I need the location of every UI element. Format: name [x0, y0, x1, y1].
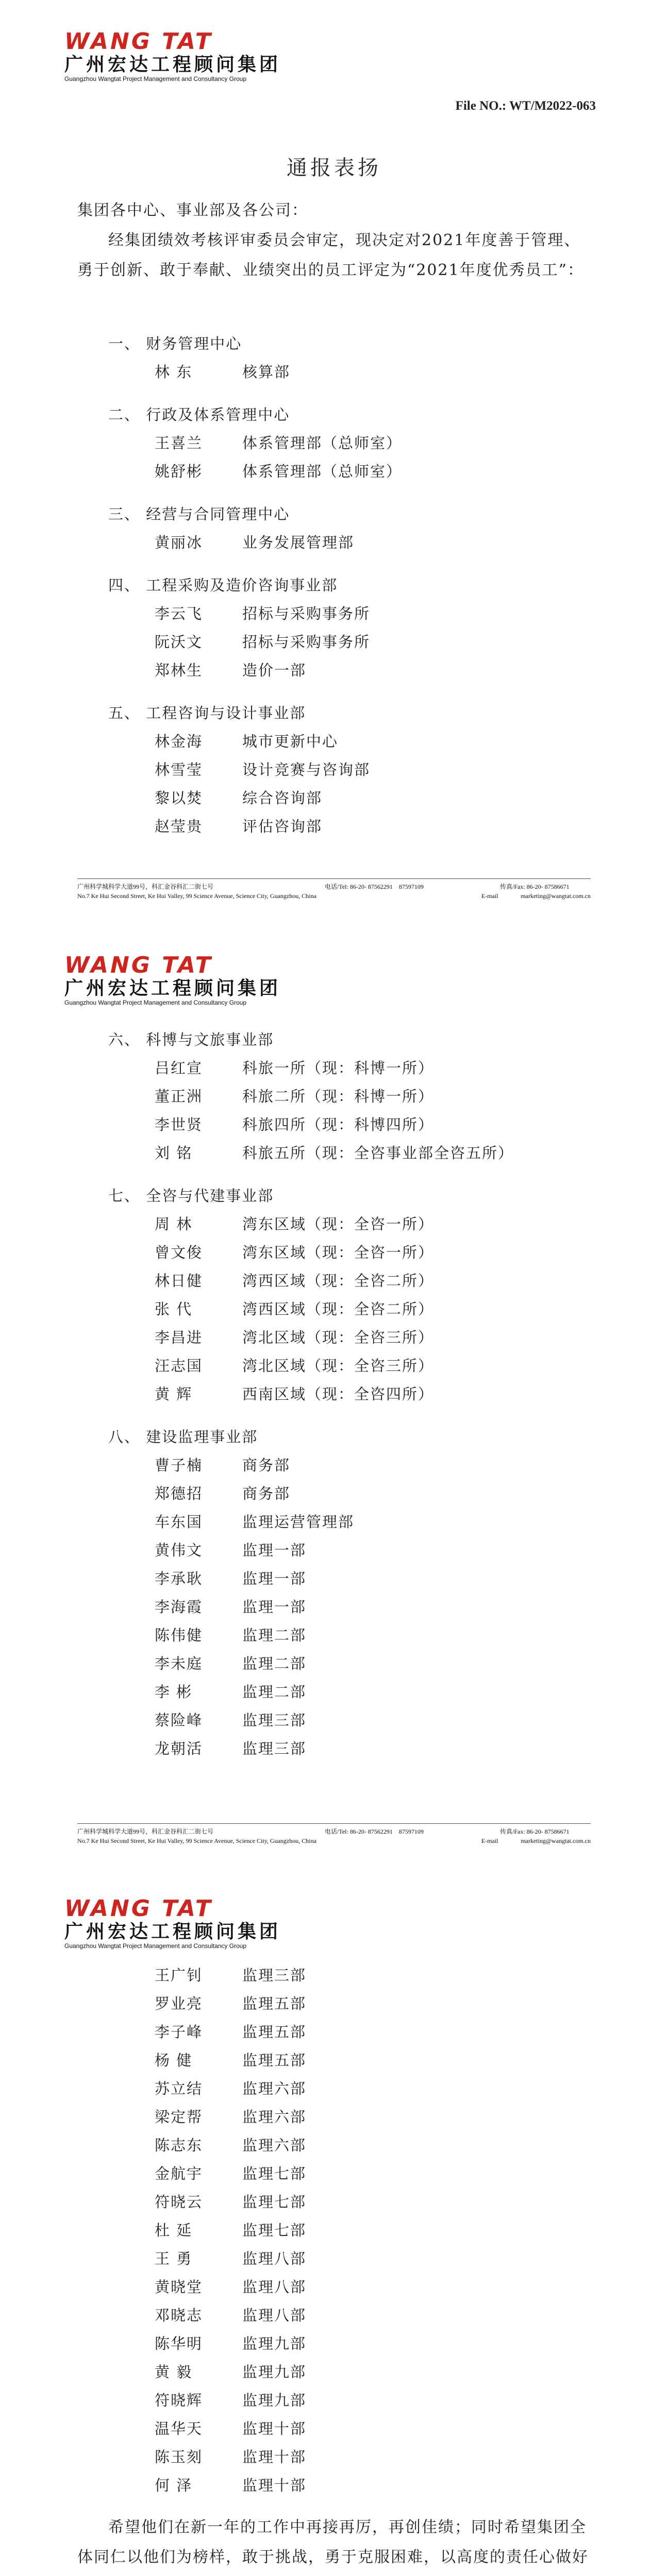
- employee-dept: 监理九部: [242, 2335, 307, 2352]
- employee-dept: 城市更新中心: [242, 733, 339, 750]
- section-heading: 六、 科博与文旅事业部: [108, 1031, 274, 1048]
- logo-chinese: 广州宏达工程顾问集团: [64, 977, 281, 999]
- employee-name: 林日健: [155, 1272, 203, 1290]
- employee-dept: 招标与采购事务所: [242, 633, 371, 651]
- employee-name: 林 东: [155, 363, 193, 381]
- employee-dept: 监理六部: [242, 2137, 307, 2154]
- list-item: [108, 1650, 591, 1678]
- list-item: [108, 1352, 591, 1380]
- employee-name: 邓晓志: [155, 2307, 203, 2324]
- employee-dept: 科旅二所（现：科博一所）: [242, 1088, 435, 1105]
- employee-dept: 监理一部: [242, 1598, 307, 1616]
- employee-dept: 监理运营管理部: [242, 1513, 355, 1531]
- list-item: [108, 784, 591, 812]
- footer-fax: 传真/Fax: 86-20- 87586671: [500, 1828, 570, 1835]
- footer-address-en: No.7 Ke Hui Second Street, Ke Hui Valley, 99 Science Avenue, Science City, Guangzhou, China: [77, 1837, 316, 1844]
- employee-name: 车东国: [155, 1513, 203, 1531]
- list-item: [108, 429, 591, 457]
- employee-name: 梁定帮: [155, 2108, 203, 2126]
- section-business: [108, 500, 591, 557]
- footer-email-label: E-mail: [481, 1837, 498, 1844]
- employee-dept: 科旅一所（现：科博一所）: [242, 1059, 435, 1077]
- section-heading: 四、 工程采购及造价咨询事业部: [108, 577, 338, 594]
- footer-tel: 电话/Tel: 86-20- 87562291 87597109: [325, 883, 424, 890]
- list-item: [108, 529, 591, 557]
- list-item: [108, 2245, 591, 2273]
- employee-dept: 监理十部: [242, 2477, 307, 2494]
- list-item: [108, 1735, 591, 1763]
- employee-dept: 核算部: [242, 363, 291, 381]
- employee-name: 林金海: [155, 733, 203, 750]
- employee-name: 阮沃文: [155, 633, 203, 651]
- employee-name: 吕红宣: [155, 1059, 203, 1077]
- employee-name: 董正洲: [155, 1088, 203, 1105]
- employee-name: 王喜兰: [155, 434, 203, 452]
- employee-name: 李海霞: [155, 1598, 203, 1616]
- list-item: [108, 1990, 591, 2018]
- list-item: [108, 2216, 591, 2245]
- employee-name: 杜 延: [155, 2222, 193, 2239]
- employee-name: 符晓辉: [155, 2392, 203, 2409]
- employee-dept: 造价一部: [242, 662, 307, 679]
- employee-dept: 业务发展管理部: [242, 534, 355, 551]
- employee-name: 杨 健: [155, 2052, 193, 2069]
- logo-subtitle: Guangzhou Wangtat Project Management and Consultancy Group: [64, 75, 247, 82]
- list-item: [108, 2046, 591, 2075]
- employee-dept: 监理三部: [242, 1740, 307, 1757]
- employee-dept: 监理三部: [242, 1967, 307, 1984]
- employee-dept: 监理三部: [242, 1711, 307, 1729]
- section-heading: 三、 经营与合同管理中心: [108, 505, 290, 523]
- list-item: [108, 2273, 591, 2301]
- list-item: [108, 1621, 591, 1650]
- list-item: [108, 2103, 591, 2131]
- employee-name: 曾文俊: [155, 1244, 203, 1261]
- list-item: [108, 1139, 591, 1167]
- employee-name: 黄晓堂: [155, 2278, 203, 2296]
- employee-dept: 监理二部: [242, 1683, 307, 1701]
- list-item: [108, 628, 591, 656]
- list-item: [108, 600, 591, 628]
- salutation: 集团各中心、事业部及各公司：: [77, 201, 308, 219]
- footer-address-en: No.7 Ke Hui Second Street, Ke Hui Valley, 99 Science Avenue, Science City, Guangzhou, China: [77, 892, 316, 900]
- employee-name: 黎以焚: [155, 789, 203, 807]
- page-footer: [77, 878, 591, 901]
- list-item: [108, 1565, 591, 1593]
- employee-dept: 商务部: [242, 1456, 291, 1474]
- section-admin: [108, 401, 591, 486]
- employee-dept: 商务部: [242, 1485, 291, 1502]
- employee-name: 李子峰: [155, 2023, 203, 2041]
- list-item: [108, 2018, 591, 2046]
- employee-dept: 监理六部: [242, 2108, 307, 2126]
- employee-dept: 监理九部: [242, 2392, 307, 2409]
- list-item: [108, 656, 591, 685]
- employee-name: 罗业亮: [155, 1995, 203, 2012]
- employee-name: 赵莹贵: [155, 818, 203, 835]
- footer-email: marketing@wangtat.com.cn: [521, 892, 591, 900]
- employee-name: 黄 毅: [155, 2363, 193, 2381]
- employee-name: 曹子楠: [155, 1456, 203, 1474]
- section-design: [108, 699, 591, 841]
- closing-paragraph: 希望他们在新一年的工作中再接再厉，再创佳绩；同时希望集团全体同仁以他们为榜样，敢于挑战，勇于克服困难，以高度的责任心做好: [77, 2518, 589, 2566]
- employee-dept: 设计竞赛与咨询部: [242, 761, 371, 778]
- employee-dept: 监理五部: [242, 2023, 307, 2041]
- employee-name: 陈伟健: [155, 1626, 203, 1644]
- employee-name: 郑林生: [155, 662, 203, 679]
- list-item: [108, 1054, 591, 1082]
- employee-dept: 体系管理部（总师室）: [242, 463, 403, 480]
- employee-dept: 监理十部: [242, 2420, 307, 2437]
- employee-dept: 西南区域（现：全咨四所）: [242, 1385, 435, 1403]
- employee-name: 王 勇: [155, 2250, 193, 2267]
- list-item: [108, 2160, 591, 2188]
- employee-name: 苏立结: [155, 2080, 203, 2097]
- list-item: [108, 457, 591, 486]
- employee-dept: 招标与采购事务所: [242, 605, 371, 622]
- employee-name: 黄伟文: [155, 1541, 203, 1559]
- employee-name: 姚舒彬: [155, 463, 203, 480]
- footer-tel: 电话/Tel: 86-20- 87562291 87597109: [325, 1828, 424, 1835]
- logo-subtitle: Guangzhou Wangtat Project Management and Consultancy Group: [64, 999, 247, 1006]
- employee-name: 李昌进: [155, 1329, 203, 1346]
- employee-dept: 监理七部: [242, 2165, 307, 2182]
- employee-dept: 监理八部: [242, 2307, 307, 2324]
- letter-body: [77, 196, 596, 285]
- employee-name: 林雪莹: [155, 761, 203, 778]
- section-list-page-2: [108, 1026, 591, 1763]
- employee-name: 黄丽冰: [155, 534, 203, 551]
- list-item: [108, 1706, 591, 1735]
- employee-dept: 湾西区域（现：全咨二所）: [242, 1300, 435, 1318]
- footer-address-cn: 广州科学城科学大道99号，科汇金谷科汇二街七号: [77, 883, 214, 890]
- employee-name: 陈志东: [155, 2137, 203, 2154]
- employee-dept: 湾东区域（现：全咨一所）: [242, 1215, 435, 1233]
- section-procurement: [108, 571, 591, 685]
- employee-dept: 评估咨询部: [242, 818, 323, 835]
- logo-chinese: 广州宏达工程顾问集团: [64, 54, 281, 75]
- list-item: [108, 756, 591, 784]
- footer-fax: 传真/Fax: 86-20- 87586671: [500, 883, 570, 890]
- employee-dept: 湾东区域（现：全咨一所）: [242, 1244, 435, 1261]
- employee-name: 王广钊: [155, 1967, 203, 1984]
- employee-dept: 监理一部: [242, 1541, 307, 1559]
- section-heading: 二、 行政及体系管理中心: [108, 406, 290, 423]
- employee-name: 周 林: [155, 1215, 193, 1233]
- section-heading: 八、 建设监理事业部: [108, 1428, 258, 1446]
- list-item: [108, 812, 591, 841]
- employee-dept: 科旅五所（现：全咨事业部全咨五所）: [242, 1144, 514, 1162]
- employee-name: 陈华明: [155, 2335, 203, 2352]
- employee-name: 何 泽: [155, 2477, 193, 2494]
- list-item: [108, 1593, 591, 1621]
- employee-dept: 科旅四所（现：科博四所）: [242, 1116, 435, 1133]
- employee-dept: 湾北区域（现：全咨三所）: [242, 1357, 435, 1375]
- logo-chinese: 广州宏达工程顾问集团: [64, 1921, 281, 1942]
- list-item: [108, 1295, 591, 1324]
- company-logo: [64, 954, 332, 1006]
- employee-dept: 体系管理部（总师室）: [242, 434, 403, 452]
- list-item: [108, 1380, 591, 1409]
- employee-name: 刘 铭: [155, 1144, 193, 1162]
- company-logo: [64, 1897, 332, 1950]
- logo-subtitle: Guangzhou Wangtat Project Management and Consultancy Group: [64, 1942, 247, 1950]
- employee-name: 李 彬: [155, 1683, 193, 1701]
- list-item: [108, 1267, 591, 1295]
- list-item: [108, 2443, 591, 2471]
- employee-name: 郑德招: [155, 1485, 203, 1502]
- logo-english: WANG TAT: [64, 28, 213, 55]
- list-item: [108, 1210, 591, 1239]
- list-item: [108, 1239, 591, 1267]
- footer-address-cn: 广州科学城科学大道99号，科汇金谷科汇二街七号: [77, 1828, 214, 1835]
- employee-dept: 监理八部: [242, 2250, 307, 2267]
- section-heading: 一、 财务管理中心: [108, 335, 242, 352]
- section-heading: 七、 全咨与代建事业部: [108, 1187, 274, 1205]
- file-number: File NO.: WT/M2022-063: [455, 99, 596, 113]
- footer-email-label: E-mail: [481, 892, 498, 900]
- section-museum: [108, 1026, 591, 1167]
- list-item: [108, 2415, 591, 2443]
- page-3: [0, 1887, 668, 2576]
- list-item: [108, 2131, 591, 2160]
- employee-name: 李未庭: [155, 1655, 203, 1672]
- page-2: [0, 943, 668, 1887]
- employee-dept: 监理十部: [242, 2448, 307, 2466]
- list-item: [108, 2188, 591, 2216]
- logo-english: WANG TAT: [64, 952, 213, 978]
- footer-email: marketing@wangtat.com.cn: [521, 1837, 591, 1844]
- employee-dept: 监理五部: [242, 1995, 307, 2012]
- section-list-page-1: [108, 330, 591, 841]
- list-item: [108, 1961, 591, 1990]
- employee-dept: 湾西区域（现：全咨二所）: [242, 1272, 435, 1290]
- employee-dept: 监理二部: [242, 1626, 307, 1644]
- list-item: [108, 1451, 591, 1480]
- list-item: [108, 2358, 591, 2386]
- list-item: [108, 727, 591, 756]
- list-item: [108, 2386, 591, 2415]
- employee-dept: 监理六部: [242, 2080, 307, 2097]
- employee-dept: 监理七部: [242, 2193, 307, 2211]
- employee-dept: 监理七部: [242, 2222, 307, 2239]
- section-list-page-3: [108, 1961, 591, 2500]
- list-item: [108, 1111, 591, 1139]
- section-heading: 五、 工程咨询与设计事业部: [108, 704, 306, 722]
- list-item: [108, 2330, 591, 2358]
- employee-name: 李承耿: [155, 1570, 203, 1587]
- section-finance: [108, 330, 591, 386]
- employee-name: 张 代: [155, 1300, 193, 1318]
- employee-dept: 监理八部: [242, 2278, 307, 2296]
- list-item: [108, 1678, 591, 1706]
- intro-paragraph: 经集团绩效考核评审委员会审定，现决定对2021年度善于管理、勇于创新、敢于奉献、业绩突出的员工评定为“2021年度优秀员工”：: [77, 231, 584, 279]
- employee-name: 李云飞: [155, 605, 203, 622]
- employee-dept: 综合咨询部: [242, 789, 323, 807]
- employee-name: 蔡险峰: [155, 1711, 203, 1729]
- section-supervision: [108, 1423, 591, 1763]
- list-item: [108, 358, 591, 386]
- employee-dept: 监理五部: [242, 2052, 307, 2069]
- employee-dept: 监理二部: [242, 1655, 307, 1672]
- list-item: [108, 1508, 591, 1536]
- employee-name: 汪志国: [155, 1357, 203, 1375]
- company-logo: [64, 30, 332, 82]
- document-title: 通报表扬: [287, 156, 381, 180]
- section-consulting: [108, 1182, 591, 1409]
- employee-name: 李世贤: [155, 1116, 203, 1133]
- list-item: [108, 1324, 591, 1352]
- page-footer: [77, 1823, 591, 1845]
- employee-name: 符晓云: [155, 2193, 203, 2211]
- list-item: [108, 2075, 591, 2103]
- employee-name: 龙朝活: [155, 1740, 203, 1757]
- employee-dept: 监理一部: [242, 1570, 307, 1587]
- list-item: [108, 2471, 591, 2500]
- page-1: [0, 0, 668, 943]
- employee-name: 黄 辉: [155, 1385, 193, 1403]
- logo-english: WANG TAT: [64, 1895, 213, 1922]
- list-item: [108, 1480, 591, 1508]
- employee-name: 温华天: [155, 2420, 203, 2437]
- list-item: [108, 1536, 591, 1565]
- list-item: [108, 1082, 591, 1111]
- employee-dept: 监理九部: [242, 2363, 307, 2381]
- employee-name: 金航宇: [155, 2165, 203, 2182]
- employee-dept: 湾北区域（现：全咨三所）: [242, 1329, 435, 1346]
- employee-name: 陈玉刻: [155, 2448, 203, 2466]
- list-item: [108, 2301, 591, 2330]
